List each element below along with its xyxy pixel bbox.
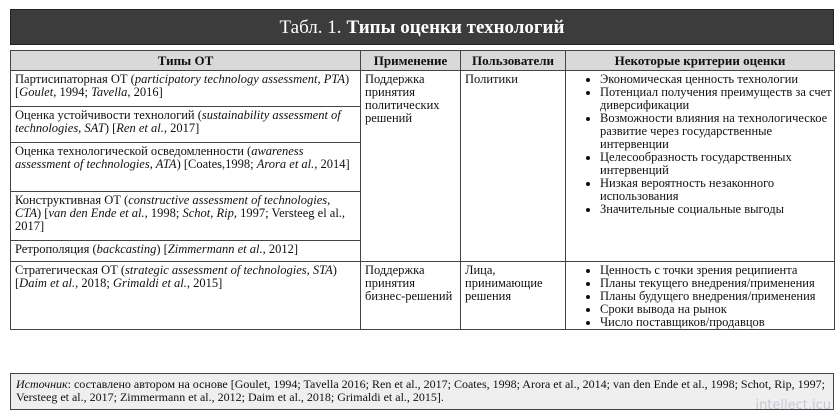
table-title-prefix: Табл. 1. bbox=[279, 16, 342, 38]
list-item: • Потенциал получения преимуществ за счет диверсификации bbox=[600, 86, 834, 112]
header-criteria: Некоторые критерии оценки bbox=[566, 51, 835, 71]
list-item: • Целесообразность государственных интервенций bbox=[600, 151, 834, 177]
assessment-table bbox=[10, 50, 835, 330]
list-item: • Экономическая ценность технологии bbox=[600, 73, 834, 86]
criteria-list bbox=[566, 264, 834, 329]
type-entry: Оценка устойчивости технологий (sustainability assessment of technologies, SAT) [Ren et al., 2017] bbox=[11, 107, 360, 143]
table-title-text: Типы оценки технологий bbox=[346, 16, 565, 38]
list-item: • Число поставщиков/продавцов bbox=[600, 316, 834, 329]
header-users: Пользователи bbox=[461, 51, 566, 71]
type-entry: Оценка технологической осведомленности (awareness assessment of technologies, ATA) [Coates,1998; Arora et al., 2014] bbox=[11, 143, 360, 192]
list-item: • Значительные социальные выгоды bbox=[600, 203, 834, 216]
types-cell bbox=[11, 262, 361, 330]
type-entry: Стратегическая ОТ (strategic assessment of technologies, STA)[Daim et al., 2018; Grimaldi et al., 2015] bbox=[15, 263, 337, 290]
list-item: • Возможности влияния на технологическое развитие через государственные интервенции bbox=[600, 112, 834, 151]
header-row bbox=[11, 51, 835, 71]
source-label: Источник bbox=[16, 377, 68, 391]
criteria-cell bbox=[566, 71, 835, 262]
list-item: • Ценность с точки зрения реципиента bbox=[600, 264, 834, 277]
application-cell: Поддержка принятия политических решений bbox=[361, 71, 461, 262]
list-item: • Планы текущего внедрения/применения bbox=[600, 277, 834, 290]
users-cell: Лица, принимающие решения bbox=[461, 262, 566, 330]
list-item: • Низкая вероятность незаконного использования bbox=[600, 177, 834, 203]
type-entry: Ретрополяция (backcasting) [Zimmermann et al., 2012] bbox=[15, 242, 299, 256]
table-row bbox=[11, 71, 835, 262]
source-text: : составлено автором на основе [Goulet, 1994; Tavella 2016; Ren et al., 2017; Coates, 1998; Arora et al., 2014; van den Ende et al., 1998; Schot, Rip, 1997; Versteeg et al., 2017; Zimmermann et al., 2012; Daim et al., 2018; Grimaldi et al., 2015]. bbox=[16, 377, 825, 404]
table-title bbox=[10, 9, 834, 45]
criteria-cell bbox=[566, 262, 835, 330]
list-item: • Сроки вывода на рынок bbox=[600, 303, 834, 316]
users-cell: Политики bbox=[461, 71, 566, 262]
type-entry: Конструктивная ОТ (constructive assessment of technologies, CTA) [van den Ende et al., 1998; Schot, Rip, 1997; Versteeg el al., 2017] bbox=[11, 192, 360, 241]
type-entry: Партисипаторная ОТ (participatory technology assessment, PTA) [Goulet, 1994; Tavella, 2016] bbox=[11, 71, 360, 107]
application-cell: Поддержка принятия бизнес-решений bbox=[361, 262, 461, 330]
watermark-logo: intellect.icu bbox=[755, 398, 831, 413]
types-cell bbox=[11, 71, 361, 262]
table-row bbox=[11, 262, 835, 330]
list-item: • Планы будущего внедрения/применения bbox=[600, 290, 834, 303]
source-note bbox=[10, 373, 834, 413]
criteria-list bbox=[566, 73, 834, 216]
header-types: Типы ОТ bbox=[11, 51, 361, 71]
header-application: Применение bbox=[361, 51, 461, 71]
